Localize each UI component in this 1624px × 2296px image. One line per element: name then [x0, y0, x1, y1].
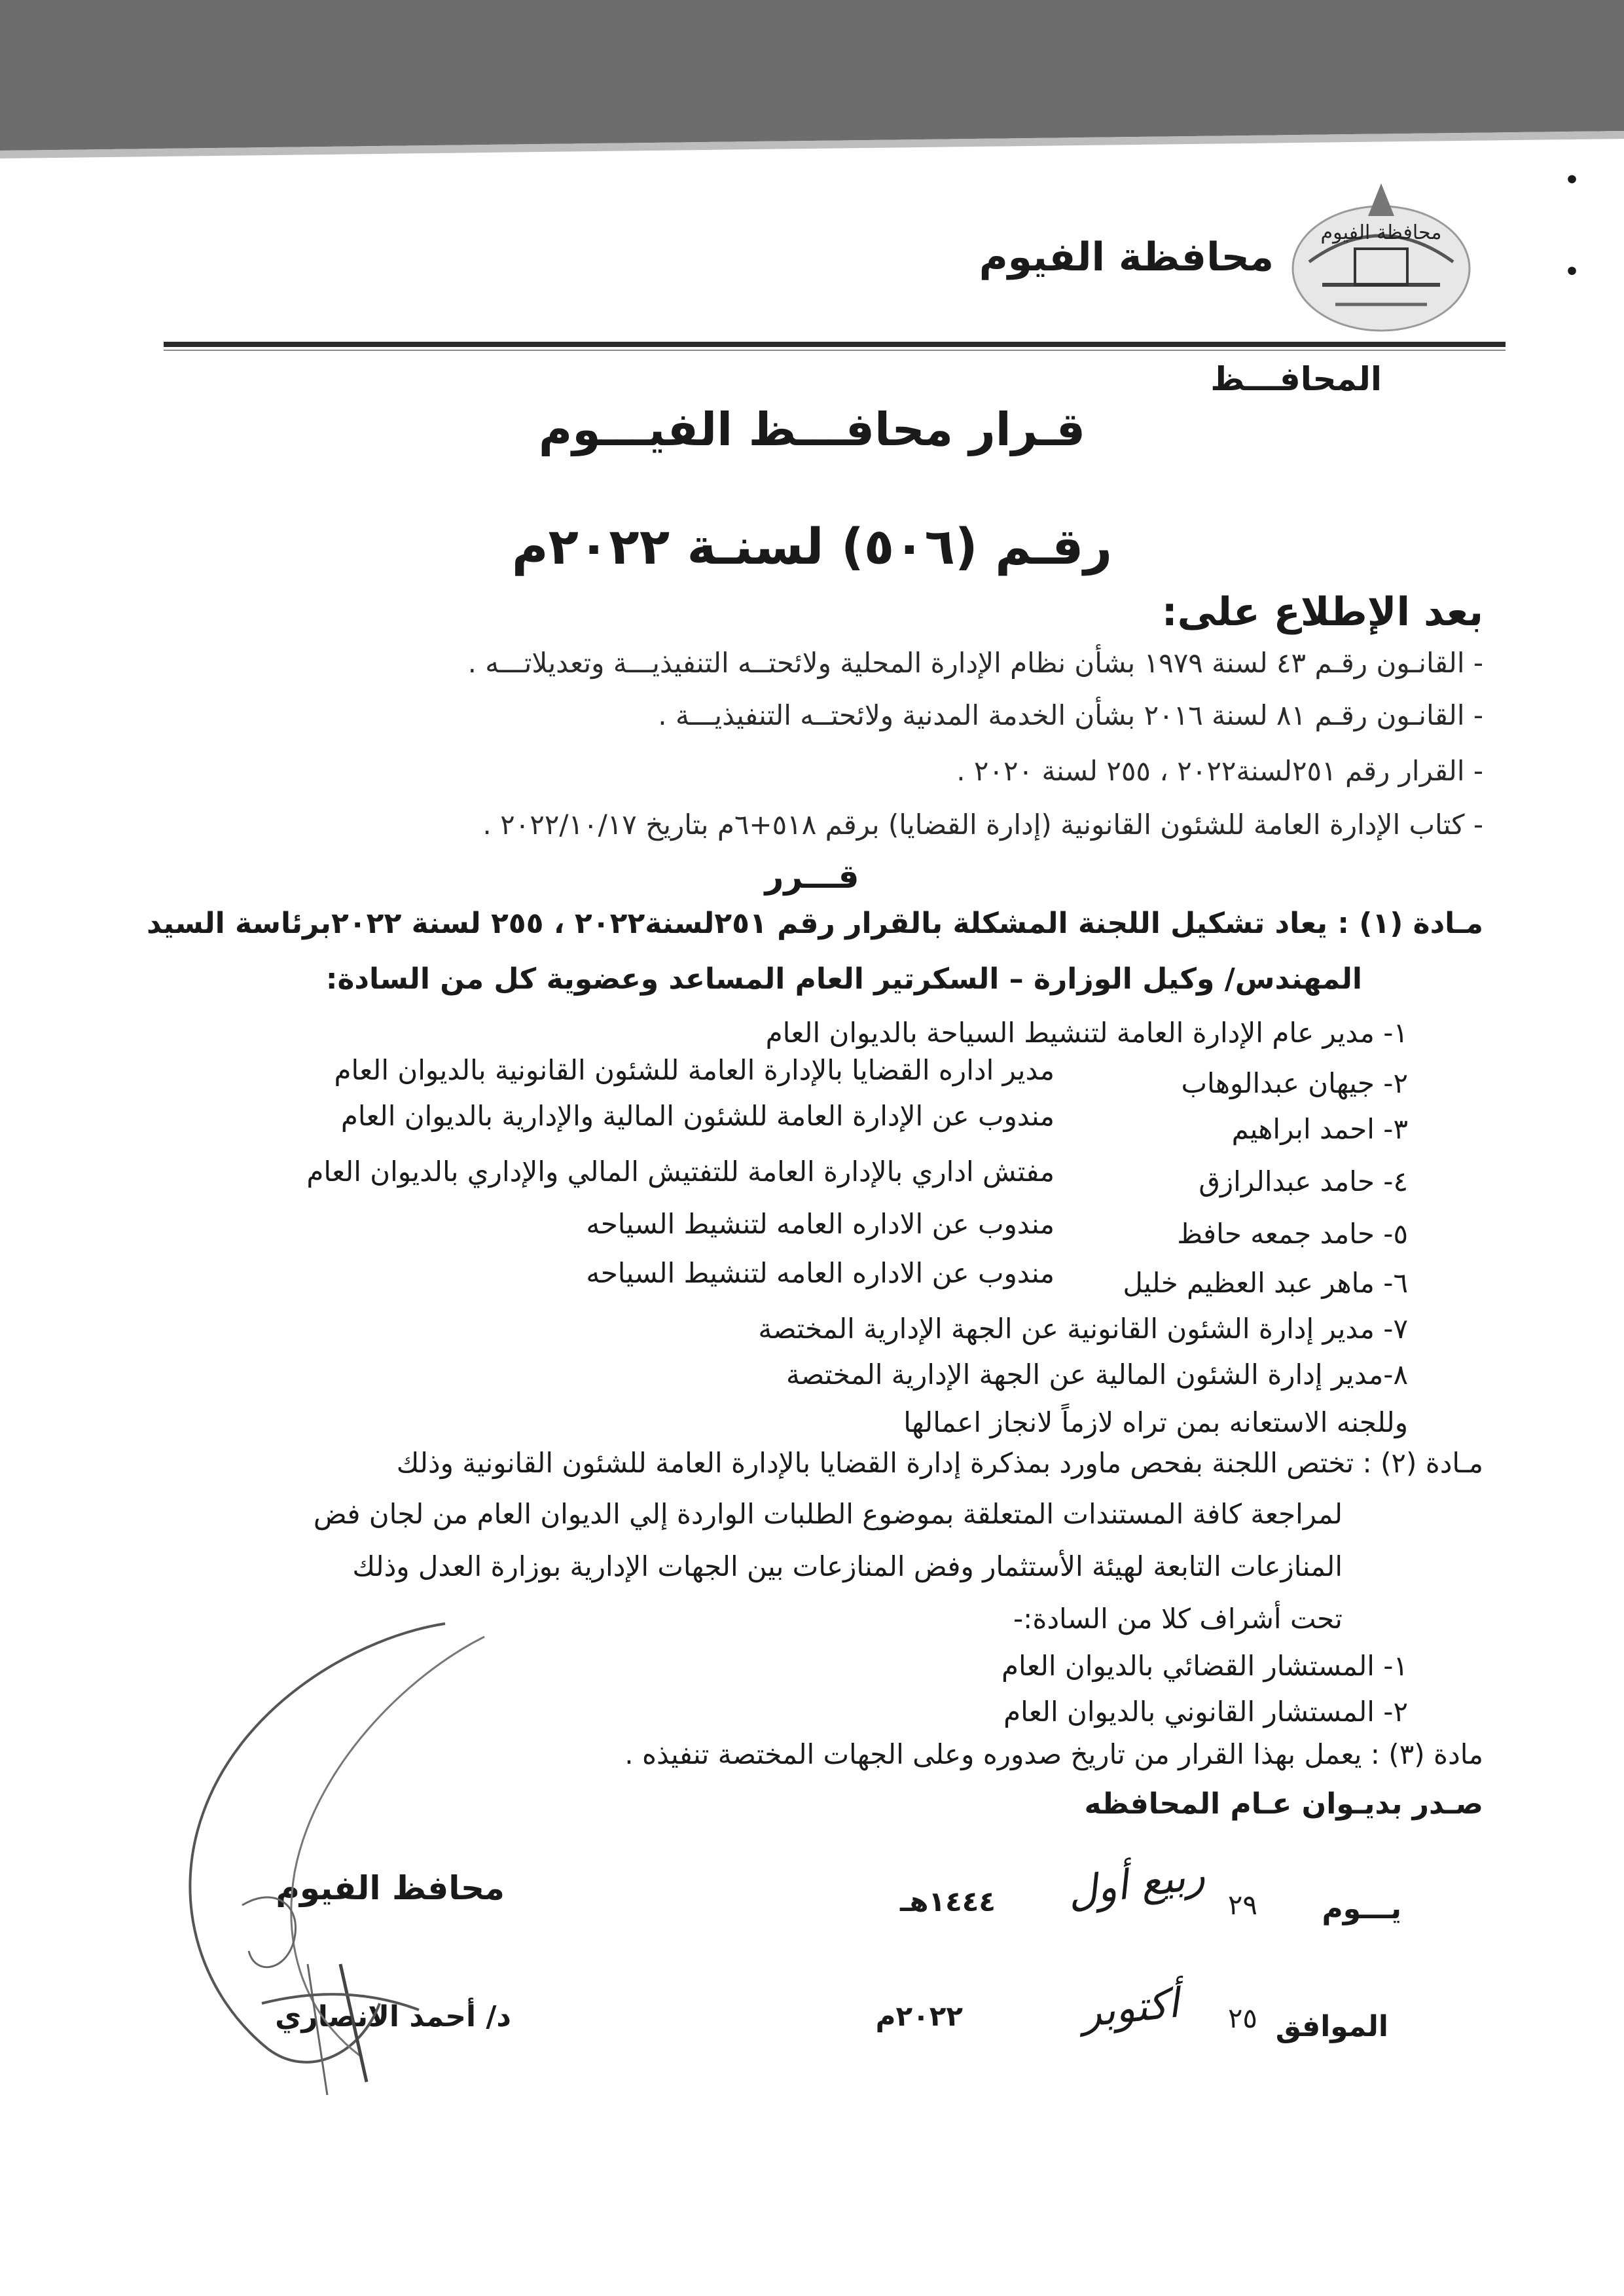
hijri-month-handwritten: ربيع أول — [1064, 1850, 1208, 1917]
article-1-closing: وللجنه الاستعانه بمن تراه لازماً لانجاز اعمالها — [903, 1406, 1408, 1438]
greg-prefix: الموافق — [1275, 2010, 1388, 2043]
header-divider-thin — [164, 350, 1506, 351]
decree-title: قـرار محافـــظ الفيـــوم — [538, 403, 1086, 456]
governorate-logo-icon — [1283, 170, 1479, 334]
handwritten-signature-icon — [144, 1597, 511, 2108]
article-3: مادة (٣) : يعمل بهذا القرار من تاريخ صدوره وعلى الجهات المختصة تنفيذه . — [624, 1738, 1483, 1770]
member-name: ٧- مدير إدارة الشئون القانونية عن الجهة الإدارية المختصة — [758, 1313, 1408, 1345]
hijri-year: ١٤٤٤هـ — [899, 1886, 996, 1918]
greg-day: ٢٥ — [1227, 2002, 1257, 2034]
office-label: المحافـــظ — [1210, 360, 1382, 398]
greg-year: ٢٠٢٢م — [875, 2000, 963, 2032]
header-org-name: محافظة الفيوم — [979, 234, 1274, 280]
article-2-line: مـادة (٢) : تختص اللجنة بفحص ماورد بمذكرة إدارة القضايا بالإدارة العامة للشئون القانونية وذلك — [396, 1447, 1483, 1479]
signature-name: د/ أحمد الانصاري — [275, 2000, 511, 2033]
preamble-item: - القرار رقم ٢٥١لسنة٢٠٢٢ ، ٢٥٥ لسنة ٢٠٢٠ . — [956, 755, 1483, 787]
member-role: مفتش اداري بالإدارة العامة للتفتيش المالي والإداري بالديوان العام — [306, 1156, 1055, 1188]
article-2-line: تحت أشراف كلا من السادة:- — [1013, 1603, 1343, 1635]
member-name: ٢- جيهان عبدالوهاب — [1181, 1067, 1408, 1099]
supervisor-item: ٢- المستشار القانوني بالديوان العام — [1003, 1696, 1408, 1728]
member-name: ٣- احمد ابراهيم — [1231, 1113, 1408, 1145]
member-role: مندوب عن الإدارة العامة للشئون المالية والإدارية بالديوان العام — [340, 1100, 1055, 1132]
member-role: مندوب عن الاداره العامه لتنشيط السياحه — [586, 1257, 1055, 1289]
article-1-line-2: المهندس/ وكيل الوزارة – السكرتير العام المساعد وعضوية كل من السادة: — [325, 962, 1362, 996]
hijri-day: ٢٩ — [1227, 1889, 1257, 1921]
article-2-line: المنازعات التابعة لهيئة الأستثمار وفض المنازعات بين الجهات الإدارية بوزارة العدل وذلك — [352, 1550, 1343, 1582]
decided-heading: قـــرر — [765, 858, 859, 896]
margin-mark: • — [1564, 167, 1580, 194]
svg-text:محافظة الفيوم: محافظة الفيوم — [1320, 221, 1442, 244]
margin-mark: • — [1564, 259, 1580, 285]
supervisor-item: ١- المستشار القضائي بالديوان العام — [1001, 1650, 1408, 1682]
member-name: ٦- ماهر عبد العظيم خليل — [1123, 1267, 1408, 1299]
header-divider — [164, 342, 1506, 347]
preamble-heading: بعد الإطلاع على: — [1161, 589, 1483, 635]
article-2-line: لمراجعة كافة المستندات المتعلقة بموضوع الطلبات الواردة إلي الديوان العام من لجان فض — [313, 1498, 1343, 1530]
preamble-item: - القانـون رقـم ٤٣ لسنة ١٩٧٩ بشأن نظام الإدارة المحلية ولائحتــه التنفيذيـــة وتعديلاتـــه . — [467, 647, 1483, 679]
greg-month-handwritten: أكتوبر — [1079, 1978, 1182, 2037]
preamble-item: - كتاب الإدارة العامة للشئون القانونية (إدارة القضايا) برقم ٥١٨+٦م بتاريخ ٢٠٢٢/١٠/١٧ . — [482, 809, 1483, 841]
member-name: ١- مدير عام الإدارة العامة لتنشيط السياحة بالديوان العام — [765, 1017, 1408, 1049]
issued-at: صـدر بديـوان عـام المحافظه — [1084, 1787, 1483, 1821]
member-role: مدير اداره القضايا بالإدارة العامة للشئون القانونية بالديوان العام — [334, 1054, 1055, 1086]
member-name: ٤- حامد عبدالرازق — [1199, 1165, 1408, 1197]
signature-title: محافظ الفيوم — [276, 1869, 505, 1907]
member-name: ٥- حامد جمعه حافظ — [1177, 1218, 1408, 1250]
decree-number: رقـم (٥٠٦) لسنـة ٢٠٢٢م — [511, 517, 1113, 575]
hijri-prefix: يـــوم — [1322, 1892, 1401, 1925]
preamble-item: - القانـون رقـم ٨١ لسنة ٢٠١٦ بشأن الخدمة المدنية ولائحتــه التنفيذيـــة . — [658, 699, 1483, 731]
member-name: ٨-مدير إدارة الشئون المالية عن الجهة الإدارية المختصة — [785, 1358, 1408, 1391]
article-1-line-1: مـادة (١) : يعاد تشكيل اللجنة المشكلة بالقرار رقم ٢٥١لسنة٢٠٢٢ ، ٢٥٥ لسنة ٢٠٢٢برئاسة السيد — [146, 907, 1483, 940]
member-role: مندوب عن الاداره العامه لتنشيط السياحه — [586, 1208, 1055, 1240]
